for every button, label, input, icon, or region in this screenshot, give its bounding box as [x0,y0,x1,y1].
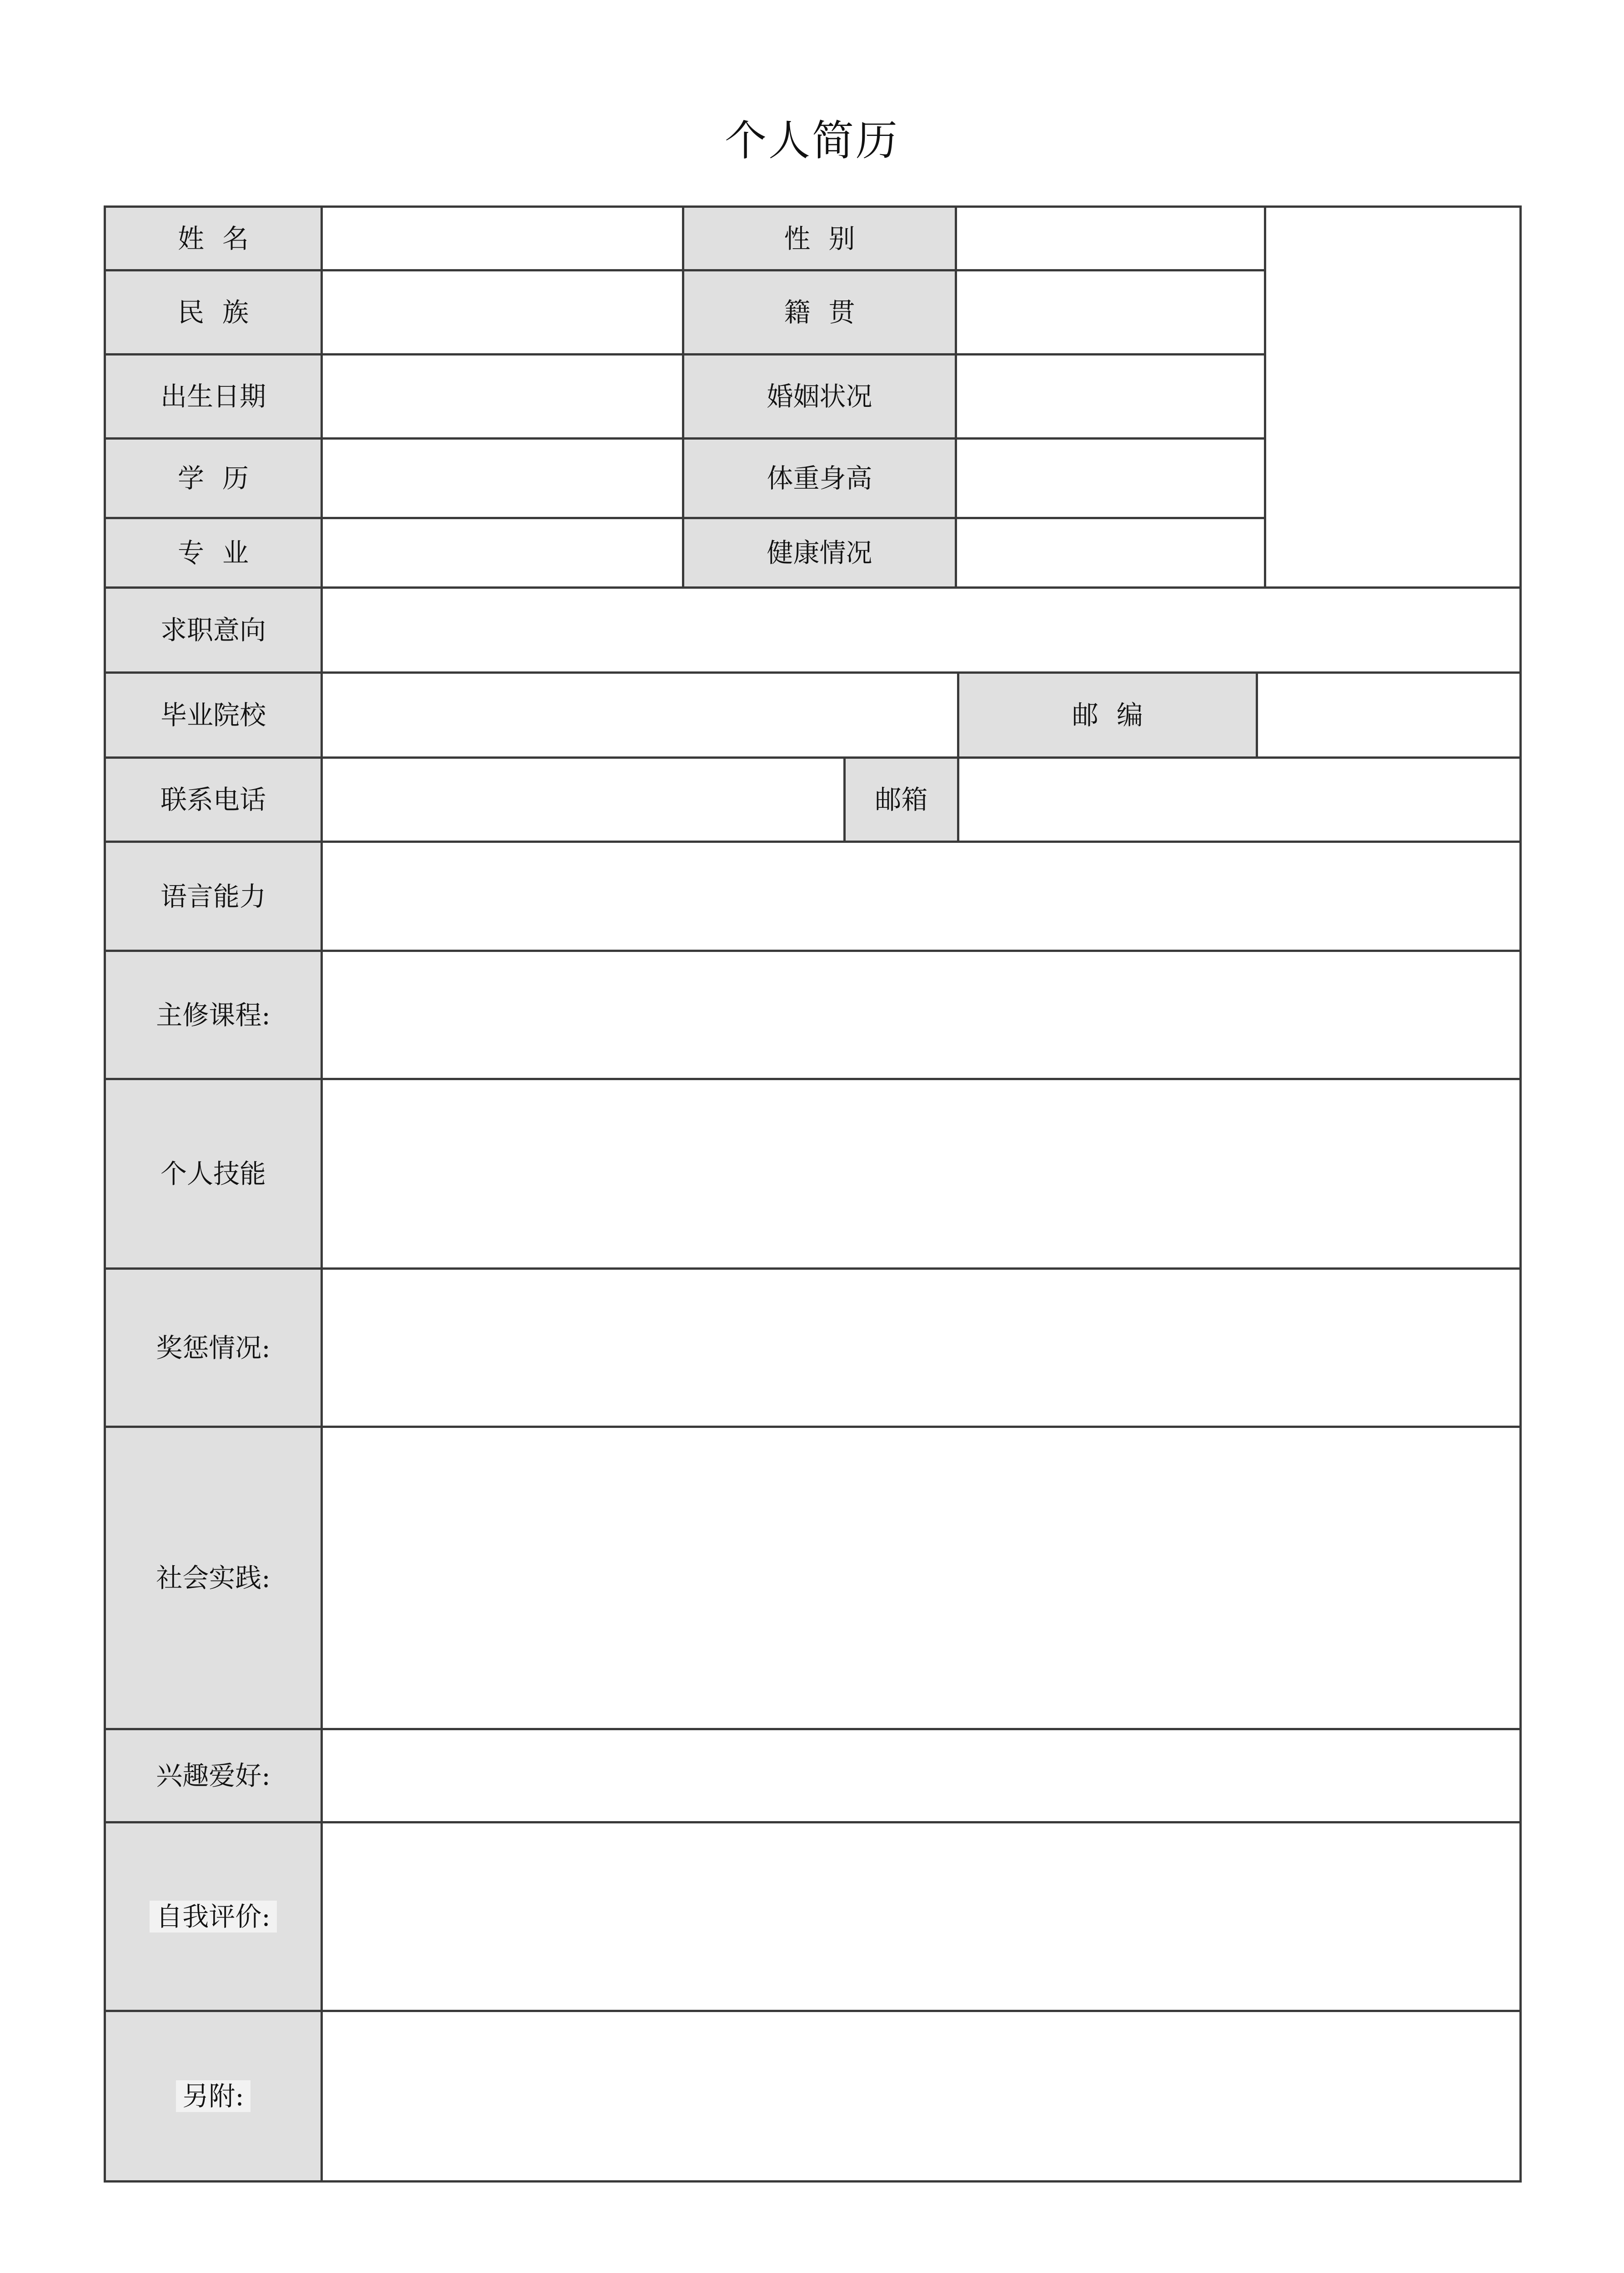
ethnicity-field[interactable] [321,269,684,355]
social-practice-field[interactable] [321,1426,1522,1730]
education-label: 学历 [104,437,323,519]
social-practice-label: 社会实践: [104,1426,323,1730]
height-weight-label: 体重身高 [682,437,957,519]
email-label: 邮箱 [843,756,959,843]
job-intention-label: 求职意向 [104,586,323,674]
page-title: 个人简历 [724,116,899,165]
gender-label: 性别 [682,205,957,271]
self-evaluation-field[interactable] [321,1821,1522,2012]
birth-date-field[interactable] [321,353,684,440]
health-label: 健康情况 [682,517,957,589]
birth-date-label: 出生日期 [104,353,323,440]
phone-label: 联系电话 [104,756,323,843]
attachment-field[interactable] [321,2010,1522,2183]
photo-box[interactable] [1264,205,1522,589]
marital-status-label: 婚姻状况 [682,353,957,440]
job-intention-field[interactable] [321,586,1522,674]
school-field[interactable] [321,671,959,759]
name-label: 姓名 [104,205,323,271]
hobbies-label: 兴趣爱好: [104,1728,323,1823]
health-field[interactable] [955,517,1266,589]
self-evaluation-label [104,1821,323,2012]
attachment-label [104,2010,323,2183]
education-field[interactable] [321,437,684,519]
native-place-label: 籍贯 [682,269,957,355]
postcode-label: 邮编 [957,671,1258,759]
height-weight-field[interactable] [955,437,1266,519]
attachment-text: 另附: [176,2080,251,2112]
gender-field[interactable] [955,205,1266,271]
skills-field[interactable] [321,1078,1522,1270]
email-field[interactable] [957,756,1522,843]
language-label: 语言能力 [104,841,323,952]
marital-status-field[interactable] [955,353,1266,440]
major-field[interactable] [321,517,684,589]
ethnicity-label: 民族 [104,269,323,355]
native-place-field[interactable] [955,269,1266,355]
self-evaluation-text: 自我评价: [150,1901,277,1933]
school-label: 毕业院校 [104,671,323,759]
courses-field[interactable] [321,950,1522,1080]
name-field[interactable] [321,205,684,271]
phone-field[interactable] [321,756,846,843]
awards-label: 奖惩情况: [104,1267,323,1428]
skills-label: 个人技能 [104,1078,323,1270]
postcode-field[interactable] [1256,671,1522,759]
language-field[interactable] [321,841,1522,952]
courses-label: 主修课程: [104,950,323,1080]
major-label: 专业 [104,517,323,589]
hobbies-field[interactable] [321,1728,1522,1823]
awards-field[interactable] [321,1267,1522,1428]
